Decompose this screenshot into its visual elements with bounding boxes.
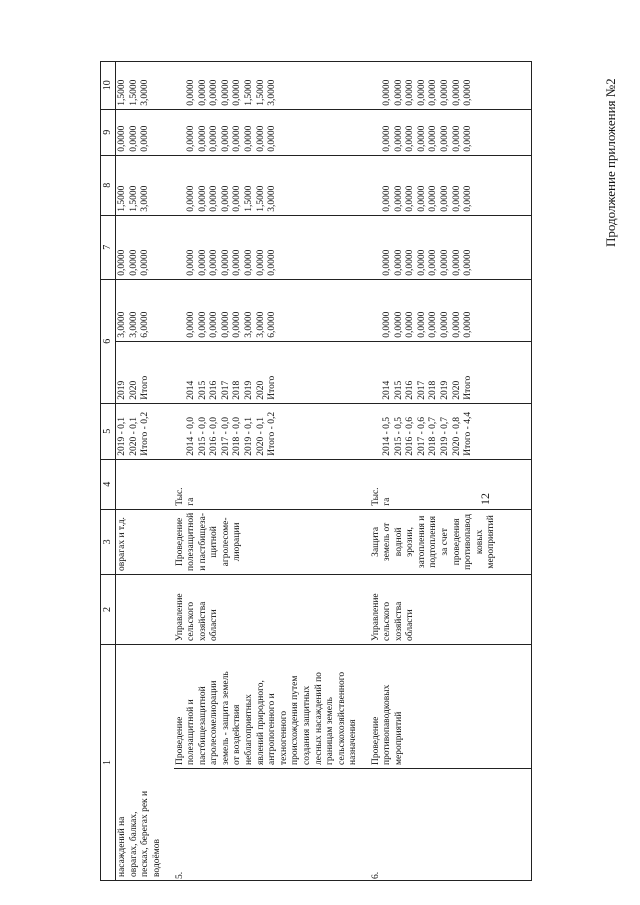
row5-col10: 0,0000 0,0000 0,0000 0,0000 0,0000 1,5000 1,5000 3,0000 <box>174 61 370 109</box>
row5-col9: 0,0000 0,0000 0,0000 0,0000 0,0000 0,0000 0,0000 0,0000 <box>174 109 370 155</box>
header-row <box>101 61 116 880</box>
row6-indicator: 2014 - 0,5 2015 - 0,5 2016 - 0,6 2017 - 0,6 2018 - 0,7 2019 - 0,7 2020 - 0,8 Итого - 4,4 <box>370 403 532 459</box>
row5-unit: Тыс. га <box>174 459 370 509</box>
continuation-title: Продолжение приложения №2 <box>603 78 618 247</box>
header-col-4: 4 <box>101 459 116 509</box>
header-col-5: 5 <box>101 403 116 459</box>
row-top-total: 3,0000 3,0000 6,0000 <box>116 279 174 341</box>
page-number: 12 <box>478 493 492 505</box>
row5-goal: Проведение полезащитной и пастбищеза- щитной агролесоме- лиорации <box>174 509 370 574</box>
row-top-col10: 1,5000 1,5000 3,0000 <box>116 61 174 109</box>
header-col-10: 10 <box>101 61 116 109</box>
table-row <box>370 61 532 880</box>
row-top-goal: оврагах и т.д. <box>116 509 174 574</box>
program-table <box>100 61 532 881</box>
header-col-7: 7 <box>101 215 116 279</box>
row6-col9: 0,0000 0,0000 0,0000 0,0000 0,0000 0,0000 0,0000 0,0000 <box>370 109 532 155</box>
table-row <box>116 61 174 880</box>
row5-number: 5. <box>174 769 370 881</box>
row5-executor: Управление сельского хозяйства области <box>174 575 370 645</box>
row-top-col9: 0,0000 0,0000 0,0000 <box>116 109 174 155</box>
row5-total: 0,0000 0,0000 0,0000 0,0000 0,0000 3,0000 3,0000 6,0000 <box>174 279 370 341</box>
row6-executor: Управление сельского хозяйства области <box>370 575 532 645</box>
row6-activity: Проведение противопаводковых мероприятий <box>370 645 532 769</box>
row6-unit: Тыс. га <box>370 459 532 509</box>
row6-year: 2014 2015 2016 2017 2018 2019 2020 Итого <box>370 341 532 403</box>
row6-goal: Защита земель от водной эрозии, затопления и подтопления за счет проведения противопавод ковых мероприятий <box>370 509 532 574</box>
row6-col7: 0,0000 0,0000 0,0000 0,0000 0,0000 0,0000 0,0000 0,0000 <box>370 215 532 279</box>
row6-col8: 0,0000 0,0000 0,0000 0,0000 0,0000 0,0000 0,0000 0,0000 <box>370 155 532 215</box>
table-row <box>174 61 370 880</box>
row-top-col8: 1,5000 1,5000 3,0000 <box>116 155 174 215</box>
row5-col8: 0,0000 0,0000 0,0000 0,0000 0,0000 1,5000 1,5000 3,0000 <box>174 155 370 215</box>
header-col-6: 6 <box>101 279 116 403</box>
row6-total: 0,0000 0,0000 0,0000 0,0000 0,0000 0,0000 0,0000 0,0000 <box>370 279 532 341</box>
row5-year: 2014 2015 2016 2017 2018 2019 2020 Итого <box>174 341 370 403</box>
row5-activity: Проведение полезащитной и пастбищезащитной агролесомелиорации земель - защита земель от воздействия неблагоприятных явлений природного, антропогенного и техногенного происхождения путем создания защитных лесных насаждений по границам земель сельскохозяйственного назначения <box>174 645 370 769</box>
header-col-1: 1 <box>101 645 116 881</box>
row-top-year: 2019 2020 Итого <box>116 341 174 403</box>
row5-indicator: 2014 - 0,0 2015 - 0,0 2016 - 0,0 2017 - 0,0 2018 - 0,0 2019 - 0,1 2020 - 0,1 Итого - 0,2 <box>174 403 370 459</box>
header-col-3: 3 <box>101 509 116 574</box>
header-col-8: 8 <box>101 155 116 215</box>
row-top-activity: насаждений на оврагах, балках, песках, берегах рек и водоёмов <box>116 645 174 881</box>
row-top-col7: 0,0000 0,0000 0,0000 <box>116 215 174 279</box>
row6-number: 6. <box>370 769 532 881</box>
row5-col7: 0,0000 0,0000 0,0000 0,0000 0,0000 0,0000 0,0000 0,0000 <box>174 215 370 279</box>
header-col-9: 9 <box>101 109 116 155</box>
row6-col10: 0,0000 0,0000 0,0000 0,0000 0,0000 0,0000 0,0000 0,0000 <box>370 61 532 109</box>
row-top-indicator: 2019 - 0,1 2020 - 0,1 Итого - 0,2 <box>116 403 174 459</box>
header-col-2: 2 <box>101 575 116 645</box>
